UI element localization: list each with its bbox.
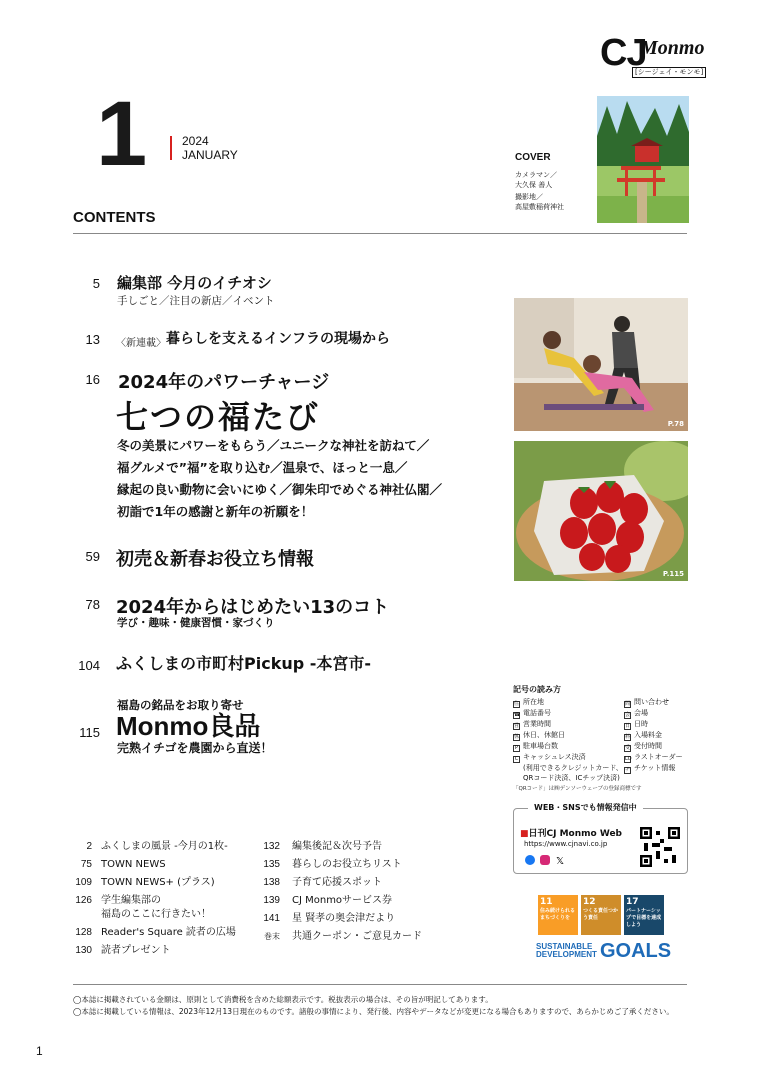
feature-line: 縁起の良い動物に会いにゆく／御朱印でめぐる神社仏閣／ bbox=[117, 482, 443, 497]
web-url[interactable]: https://www.cjnavi.co.jp bbox=[524, 840, 608, 848]
entry-tag: 〈新連載〉 bbox=[116, 338, 166, 349]
entry-title[interactable]: ふくしまの市町村Pickup -本宮市- bbox=[116, 654, 372, 673]
cover-location: 高屋敷稲荷神社 bbox=[515, 203, 564, 211]
legend-item: LO ラストオーダー bbox=[625, 753, 683, 762]
inquiry-icon: 問 bbox=[625, 701, 631, 707]
list-item[interactable]: TOWN NEWS bbox=[101, 859, 166, 870]
legend-title: 記号の読み方 bbox=[513, 685, 561, 694]
cover-photographer: 大久保 善人 bbox=[515, 181, 553, 189]
entry-page: 115 bbox=[79, 725, 100, 740]
photo-page-ref: P.115 bbox=[662, 570, 684, 578]
entry-subtitle: 学び・趣味・健康習慣・家づくり bbox=[117, 617, 275, 629]
legend-item: 料 入場料金 bbox=[625, 731, 662, 740]
fee-icon: 料 bbox=[625, 734, 631, 740]
entry-title[interactable]: 暮らしを支えるインフラの現場から bbox=[166, 331, 390, 347]
contents-heading: CONTENTS bbox=[73, 209, 156, 226]
legend-item: (利用できるクレジットカード、 bbox=[523, 764, 623, 772]
list-item[interactable]: 暮らしのお役立ちリスト bbox=[292, 859, 402, 870]
entry-kicker: 福島の銘品をお取り寄せ bbox=[117, 698, 244, 712]
legend-item: 会 会場 bbox=[625, 709, 648, 718]
cover-label: COVER bbox=[515, 152, 551, 163]
legend-item: P 駐車場台数 bbox=[514, 742, 558, 751]
legend-item: 受 受付時間 bbox=[625, 742, 662, 751]
entry-page: 78 bbox=[85, 597, 100, 612]
feature-title[interactable]: 七つの福たび bbox=[116, 398, 321, 436]
footnote: ◯本誌に掲載されている金額は、原則として消費税を含めた総額表示です。税抜表示の場合は、その旨が明記してあります。 bbox=[73, 995, 493, 1004]
list-item[interactable]: 学生編集部の bbox=[101, 895, 161, 906]
cover-photo bbox=[597, 96, 689, 223]
entry-subtitle: 完熟イチゴを農園から直送！ bbox=[117, 741, 273, 755]
logo-reading: [シージェイ・モンモ] bbox=[632, 67, 706, 78]
list-item[interactable]: 子育て応援スポット bbox=[292, 877, 382, 888]
entry-title[interactable]: 初売＆新春お役立ち情報 bbox=[116, 549, 314, 570]
legend-item: QRコード決済、ICチップ決済) bbox=[523, 774, 620, 782]
qr-code[interactable] bbox=[640, 827, 680, 867]
list-item[interactable]: TOWN NEWS+ (プラス) bbox=[101, 877, 215, 888]
bottom-list-right: 132 編集後記＆次号予告 135 暮らしのお役立ちリスト 138 子育て応援スポット 139 CJ Monmoサービス券 141 星 賢孝の奥会津だより 巻末 共通クーポン・ご意見カード bbox=[263, 841, 422, 942]
cover-photographer-label: カメラマン／ bbox=[515, 171, 557, 179]
legend-item: 休 休日、休館日 bbox=[514, 731, 565, 740]
web-sns-title: WEB・SNSでも情報発信中 bbox=[528, 802, 643, 813]
holiday-icon: 休 bbox=[514, 734, 520, 740]
entry-title[interactable]: Monmo良品 bbox=[116, 711, 261, 741]
legend-note: 「QRコード」は㈱デンソーウェーブの登録商標です bbox=[513, 786, 642, 792]
x-icon: 𝕏 bbox=[556, 856, 565, 866]
legend-item: チ チケット情報 bbox=[625, 764, 676, 773]
parking-icon: P bbox=[514, 745, 518, 751]
venue-icon: 会 bbox=[625, 712, 631, 718]
sdg-goals-word: GOALS bbox=[600, 940, 672, 962]
list-item[interactable]: 星 賢孝の奥会津だより bbox=[292, 913, 396, 924]
strawberry-photo bbox=[514, 441, 688, 581]
sns-icons bbox=[524, 851, 574, 870]
photo-page-ref: P.78 bbox=[667, 420, 684, 428]
legend-item: 問 問い合わせ bbox=[625, 698, 669, 707]
feature-kicker: 2024年のパワーチャージ bbox=[118, 372, 330, 393]
issue-number: 1 bbox=[96, 83, 148, 185]
sdg-goal-11: 11 住み続けられるまちづくりを bbox=[538, 895, 578, 935]
list-item[interactable]: Reader's Square 読者の広場 bbox=[101, 927, 236, 938]
list-item[interactable]: 共通クーポン・ご意見カード bbox=[292, 931, 422, 942]
entry-page: 13 bbox=[85, 332, 100, 347]
sdg-goal-17: 17 パートナーシップで目標を達成しよう bbox=[624, 895, 664, 935]
list-item[interactable]: 編集後記＆次号予告 bbox=[292, 841, 382, 852]
entry-title[interactable]: 編集部 今月のイチオシ bbox=[117, 274, 272, 292]
logo-monmo: Monmo bbox=[640, 37, 705, 59]
issue-divider bbox=[170, 136, 172, 160]
page-folio: 1 bbox=[36, 1044, 43, 1058]
footer-rule bbox=[73, 984, 687, 985]
entry-page: 5 bbox=[92, 276, 100, 291]
entry-page: 16 bbox=[85, 372, 100, 387]
entry-subtitle: 手しごと／注目の新店／イベント bbox=[117, 295, 275, 307]
sdg-goal-12: 12 つくる責任つかう責任 bbox=[581, 895, 621, 935]
list-item[interactable]: 読者プレゼント bbox=[101, 945, 171, 956]
list-item[interactable]: CJ Monmoサービス券 bbox=[292, 895, 393, 906]
feature-line: 初詣で1年の感謝と新年の祈願を！ bbox=[117, 504, 314, 519]
legend-item: 住 所在地 bbox=[514, 698, 544, 707]
legend-left bbox=[513, 697, 623, 783]
feature-line: 福グルメで”福”を取り込む／温泉で、ほっと一息／ bbox=[117, 460, 408, 475]
address-icon: 住 bbox=[514, 701, 520, 707]
entry-title[interactable]: 2024年からはじめたい13のコト bbox=[116, 597, 390, 618]
ticket-icon: チ bbox=[625, 767, 631, 773]
list-item[interactable]: 福島のここに行きたい！ bbox=[101, 909, 211, 920]
logo-cj: CJ bbox=[600, 32, 647, 74]
entry-page: 104 bbox=[78, 658, 100, 673]
contents-rule bbox=[73, 233, 687, 234]
legend-item: 営 営業時間 bbox=[514, 720, 551, 729]
web-name: ■日刊CJ Monmo Web bbox=[520, 829, 622, 839]
feature-line: 冬の美景にパワーをもらう／ユニークな神社を訪ねて／ bbox=[117, 438, 430, 453]
date-icon: 日 bbox=[625, 723, 631, 729]
cover-location-label: 撮影地／ bbox=[515, 193, 543, 201]
reception-icon: 受 bbox=[625, 745, 631, 751]
phone-icon: ☎ bbox=[514, 712, 521, 718]
list-item[interactable]: ふくしまの風景 -今月の1枚- bbox=[101, 841, 228, 852]
legend-item: C キャッシュレス決済 bbox=[514, 753, 586, 762]
bottom-list-left: 2 ふくしまの風景 -今月の1枚- 75 TOWN NEWS 109 TOWN NEWS+ (プラス) 126 学生編集部の 福島のここに行きたい！ 128 Reader's Square 読者の広場 130 読者プレゼント bbox=[75, 841, 236, 956]
last-order-icon: LO bbox=[625, 756, 632, 762]
facebook-icon bbox=[525, 855, 535, 865]
entry-page: 59 bbox=[85, 549, 100, 564]
yoga-photo bbox=[514, 298, 688, 431]
legend-right bbox=[624, 697, 683, 774]
legend-item: ☎ 電話番号 bbox=[514, 709, 551, 718]
sdg-sustainable-development: SUSTAINABLE DEVELOPMENT bbox=[536, 942, 597, 959]
issue-year: 2024 bbox=[182, 134, 209, 148]
legend-item: 日 日時 bbox=[625, 720, 648, 729]
cashless-icon: C bbox=[514, 756, 519, 762]
footnote: ◯本誌に掲載している情報は、2023年12月13日現在のものです。諸般の事情により、発行後、内容やデータなどが変更になる場合もありますので、あらかじめご了承ください。 bbox=[73, 1007, 674, 1016]
issue-month: JANUARY bbox=[182, 148, 238, 162]
instagram-icon bbox=[540, 855, 550, 865]
hours-icon: 営 bbox=[514, 723, 520, 729]
